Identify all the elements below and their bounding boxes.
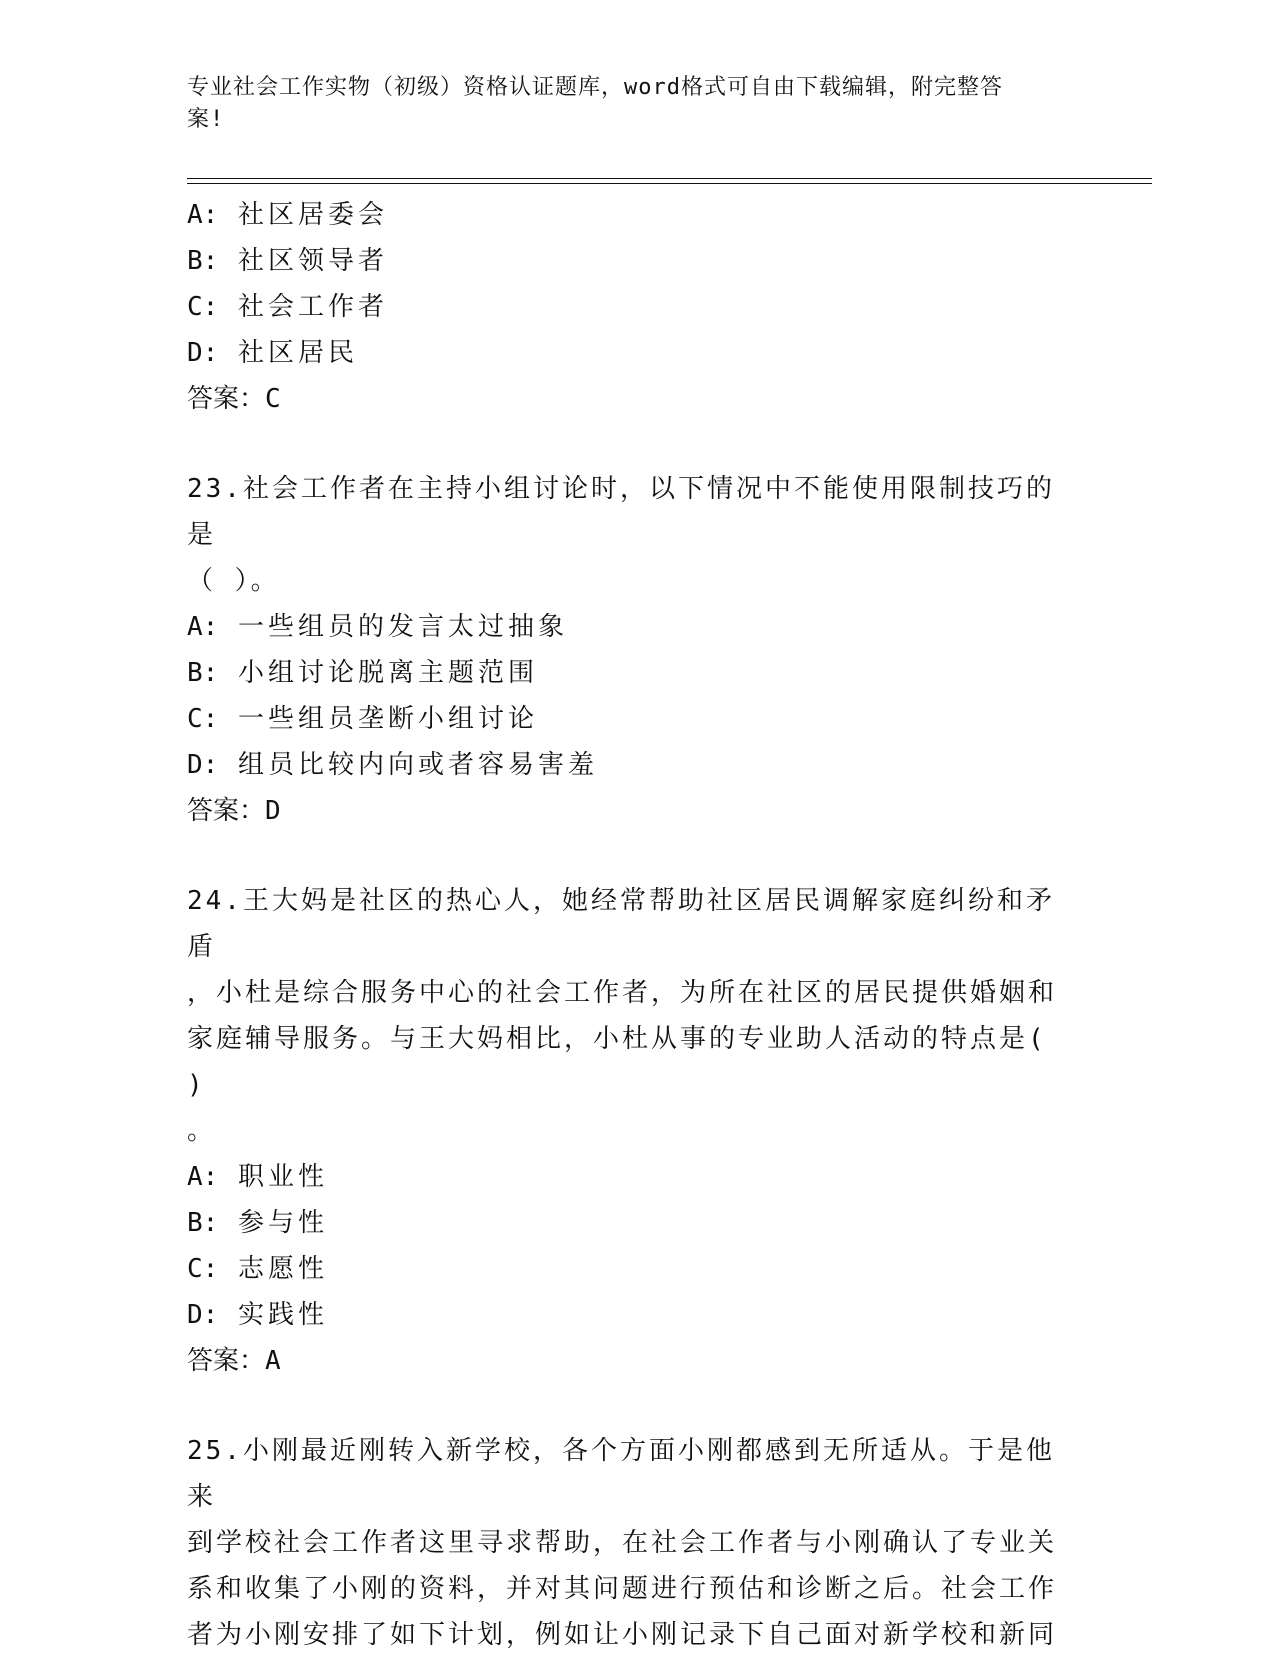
- header-divider-top: [187, 178, 1152, 179]
- question-23: [187, 466, 1067, 834]
- question-text-line: 24.王大妈是社区的热心人，她经常帮助社区居民调解家庭纠纷和矛盾: [187, 886, 1055, 962]
- option-d: D: 实践性: [187, 1300, 328, 1330]
- question-text-line: （ ）。: [187, 566, 280, 596]
- option-b: B: 小组讨论脱离主题范围: [187, 658, 538, 688]
- answer-value: C: [265, 384, 281, 414]
- answer-line: 答案：C: [187, 384, 281, 414]
- option-c: C: 社会工作者: [187, 292, 388, 322]
- option-b: B: 参与性: [187, 1208, 328, 1238]
- question-text-line: 23.社会工作者在主持小组讨论时，以下情况中不能使用限制技巧的是: [187, 474, 1055, 550]
- answer-value: D: [265, 796, 281, 826]
- answer-line: 答案：D: [187, 796, 281, 826]
- question-25: [187, 1428, 1067, 1658]
- answer-line: 答案：A: [187, 1346, 281, 1376]
- question-content: [187, 192, 1067, 1658]
- option-d: D: 组员比较内向或者容易害羞: [187, 750, 598, 780]
- question-24: [187, 878, 1067, 1384]
- question-text-line: 。: [187, 1116, 217, 1146]
- option-d: D: 社区居民: [187, 338, 358, 368]
- header-line-2: 案!: [187, 107, 225, 132]
- question-text-line: 25.小刚最近刚转入新学校，各个方面小刚都感到无所适从。于是他来: [187, 1436, 1055, 1512]
- option-b: B: 社区领导者: [187, 246, 388, 276]
- question-text-line: 者为小刚安排了如下计划，例如让小刚记录下自己面对新学校和新同: [187, 1620, 1058, 1650]
- question-text-line: ，小杜是综合服务中心的社会工作者，为所在社区的居民提供婚姻和: [187, 978, 1058, 1008]
- header-line-1: 专业社会工作实物（初级）资格认证题库，word格式可自由下载编辑，附完整答: [187, 75, 1003, 100]
- option-a: A: 一些组员的发言太过抽象: [187, 612, 568, 642]
- question-22: [187, 192, 1067, 422]
- question-text-line: 系和收集了小刚的资料，并对其问题进行预估和诊断之后。社会工作: [187, 1574, 1058, 1604]
- question-text-line: 到学校社会工作者这里寻求帮助，在社会工作者与小刚确认了专业关: [187, 1528, 1058, 1558]
- option-a: A: 职业性: [187, 1162, 328, 1192]
- header-divider-bottom: [187, 183, 1152, 184]
- option-a: A: 社区居委会: [187, 200, 388, 230]
- option-c: C: 志愿性: [187, 1254, 328, 1284]
- answer-value: A: [265, 1346, 281, 1376]
- option-c: C: 一些组员垄断小组讨论: [187, 704, 538, 734]
- question-text-line: 家庭辅导服务。与王大妈相比，小杜从事的专业助人活动的特点是( ): [187, 1024, 1047, 1100]
- document-header: [187, 72, 1067, 136]
